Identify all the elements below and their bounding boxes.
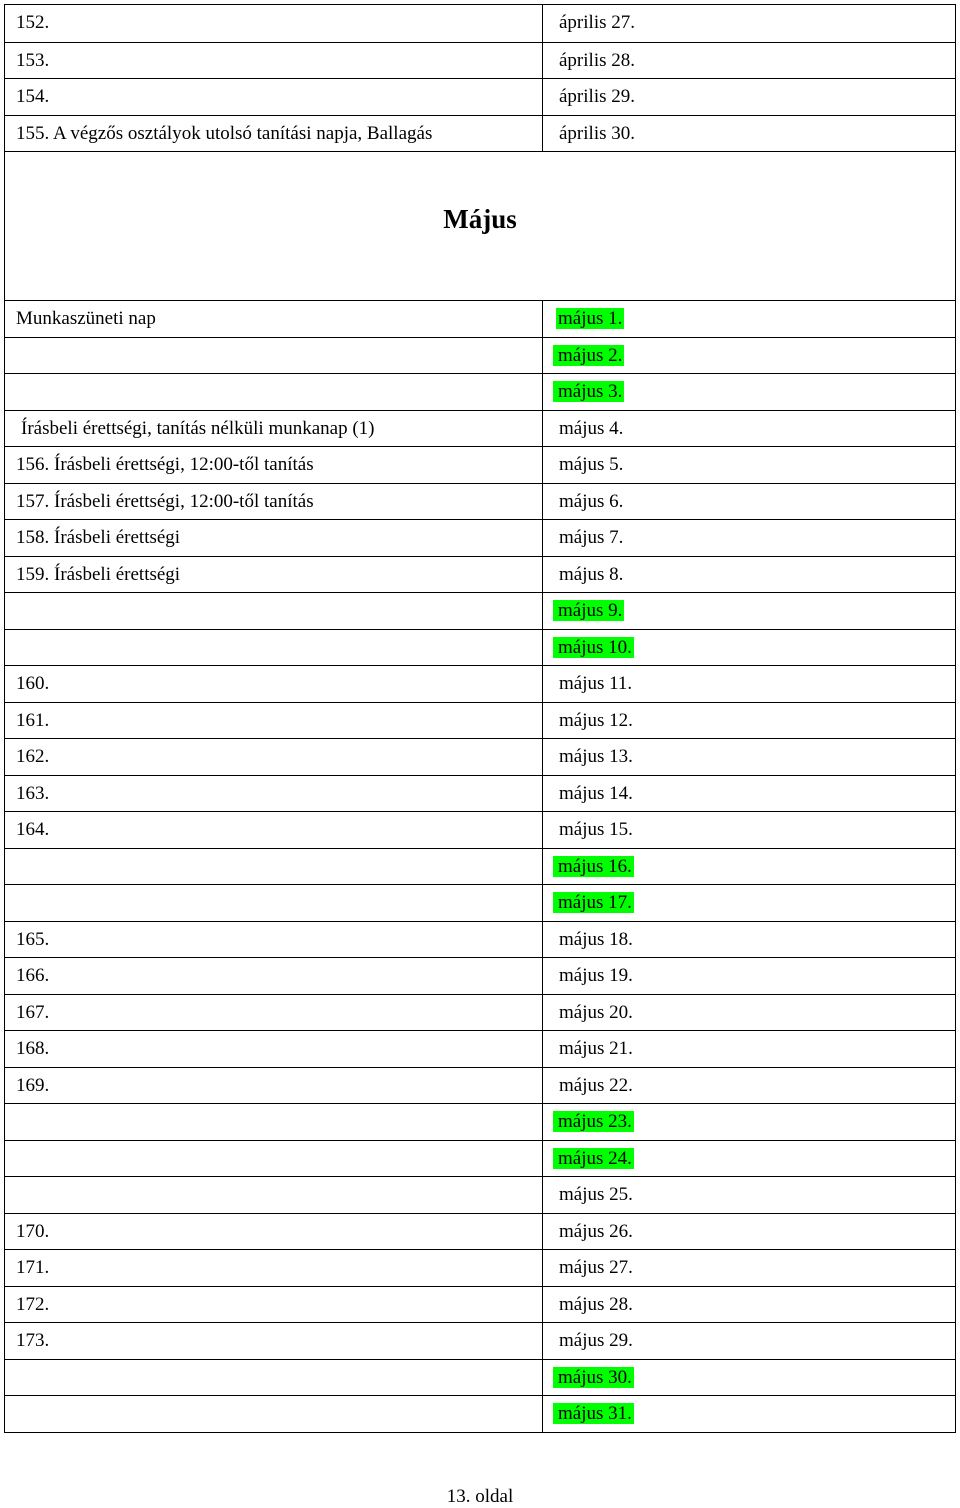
row-description: 166. bbox=[5, 958, 543, 994]
row-date-cell bbox=[543, 1360, 955, 1396]
row-date: május 18. bbox=[559, 928, 633, 950]
row-description: 161. bbox=[5, 703, 543, 739]
row-description bbox=[5, 1177, 543, 1213]
row-date-cell bbox=[543, 958, 955, 994]
row-date: május 5. bbox=[559, 454, 624, 475]
row-date: április 27. bbox=[559, 12, 635, 33]
row-date-cell bbox=[543, 922, 955, 958]
page-number: 13. oldal bbox=[446, 1486, 514, 1507]
table-row bbox=[5, 1213, 955, 1250]
row-date-cell bbox=[543, 1177, 955, 1213]
row-description: 160. bbox=[5, 666, 543, 702]
table-row bbox=[5, 337, 955, 374]
row-date-cell bbox=[543, 43, 955, 79]
row-date: május 25. bbox=[559, 1184, 633, 1205]
row-description: 164. bbox=[5, 812, 543, 848]
table-row bbox=[5, 702, 955, 739]
table-row bbox=[5, 1030, 955, 1067]
table-row bbox=[5, 42, 955, 79]
row-description bbox=[5, 1104, 543, 1140]
row-date-cell bbox=[543, 995, 955, 1031]
table-row bbox=[5, 556, 955, 593]
row-description bbox=[5, 593, 543, 629]
table-row bbox=[5, 446, 955, 483]
row-date-highlighted: május 10. bbox=[553, 637, 634, 658]
row-date-cell bbox=[543, 1287, 955, 1323]
row-date: május 19. bbox=[559, 965, 633, 986]
row-date-cell bbox=[543, 1031, 955, 1067]
row-date-cell bbox=[543, 338, 955, 374]
row-date: április 28. bbox=[559, 49, 635, 71]
row-description: 155. A végzős osztályok utolsó tanítási napja, Ballagás bbox=[5, 116, 543, 152]
row-date-cell bbox=[543, 374, 955, 410]
table-row bbox=[5, 1103, 955, 1140]
month-header-row bbox=[5, 151, 955, 300]
row-date: április 29. bbox=[559, 86, 635, 107]
table-row bbox=[5, 300, 955, 337]
row-date-cell bbox=[543, 630, 955, 666]
row-date-cell bbox=[543, 849, 955, 885]
table-row bbox=[5, 483, 955, 520]
row-date: május 26. bbox=[559, 1220, 633, 1242]
table-row bbox=[5, 1067, 955, 1104]
row-date: május 11. bbox=[559, 673, 633, 694]
table-row bbox=[5, 592, 955, 629]
row-description: 170. bbox=[5, 1214, 543, 1250]
row-description: 162. bbox=[5, 739, 543, 775]
row-description: 165. bbox=[5, 922, 543, 958]
may-rows bbox=[5, 300, 955, 1432]
row-description: 159. Írásbeli érettségi bbox=[5, 557, 543, 593]
row-date-cell bbox=[543, 1214, 955, 1250]
row-date-highlighted: május 17. bbox=[553, 892, 634, 913]
row-description: 167. bbox=[5, 995, 543, 1031]
row-description: 152. bbox=[5, 5, 543, 42]
row-date-cell bbox=[543, 1104, 955, 1140]
table-row bbox=[5, 1286, 955, 1323]
row-date-cell bbox=[543, 116, 955, 152]
table-row bbox=[5, 115, 955, 152]
row-description bbox=[5, 885, 543, 921]
row-description bbox=[5, 1360, 543, 1396]
table-row bbox=[5, 775, 955, 812]
row-description: 158. Írásbeli érettségi bbox=[5, 520, 543, 556]
table-row bbox=[5, 811, 955, 848]
table-row bbox=[5, 410, 955, 447]
april-rows bbox=[5, 5, 955, 151]
table-row bbox=[5, 78, 955, 115]
row-description: 173. bbox=[5, 1323, 543, 1359]
row-date-highlighted: május 3. bbox=[553, 381, 624, 402]
row-description bbox=[5, 849, 543, 885]
table-row bbox=[5, 519, 955, 556]
row-description: 168. bbox=[5, 1031, 543, 1067]
table-row bbox=[5, 1322, 955, 1359]
row-date: május 6. bbox=[559, 490, 624, 512]
row-date: május 21. bbox=[559, 1038, 633, 1059]
row-description: 154. bbox=[5, 79, 543, 115]
row-date: május 4. bbox=[559, 417, 624, 439]
row-date-cell bbox=[543, 666, 955, 702]
month-title: Május bbox=[443, 203, 517, 234]
table-row bbox=[5, 994, 955, 1031]
row-date: május 14. bbox=[559, 782, 633, 804]
row-date-cell bbox=[543, 1141, 955, 1177]
row-description: Munkaszüneti nap bbox=[5, 301, 543, 337]
row-date-cell bbox=[543, 411, 955, 447]
row-date-cell bbox=[543, 557, 955, 593]
row-date-cell bbox=[543, 739, 955, 775]
row-date-cell bbox=[543, 484, 955, 520]
row-date-cell bbox=[543, 885, 955, 921]
row-date-cell bbox=[543, 1396, 955, 1432]
calendar-table bbox=[4, 4, 956, 1433]
table-row bbox=[5, 738, 955, 775]
row-description: 163. bbox=[5, 776, 543, 812]
row-date-highlighted: május 24. bbox=[553, 1148, 634, 1169]
row-date: május 28. bbox=[559, 1293, 633, 1315]
row-date-cell bbox=[543, 776, 955, 812]
table-row bbox=[5, 373, 955, 410]
row-date: április 30. bbox=[559, 122, 635, 144]
row-date-cell bbox=[543, 593, 955, 629]
row-date-highlighted: május 23. bbox=[553, 1111, 634, 1132]
table-row bbox=[5, 665, 955, 702]
row-date-highlighted: május 1. bbox=[558, 308, 623, 329]
table-row bbox=[5, 921, 955, 958]
row-date: május 7. bbox=[559, 527, 624, 548]
row-date: május 13. bbox=[559, 746, 633, 767]
row-date-cell bbox=[543, 812, 955, 848]
row-date-cell bbox=[543, 5, 955, 42]
row-date-cell bbox=[543, 1250, 955, 1286]
row-date-highlighted: május 30. bbox=[553, 1367, 634, 1388]
row-date-cell bbox=[543, 1068, 955, 1104]
row-description bbox=[5, 1396, 543, 1432]
row-date-cell bbox=[543, 447, 955, 483]
row-description: Írásbeli érettségi, tanítás nélküli munkanap (1) bbox=[5, 411, 543, 447]
row-description: 169. bbox=[5, 1068, 543, 1104]
row-date-highlighted: május 31. bbox=[553, 1403, 634, 1424]
row-description: 153. bbox=[5, 43, 543, 79]
row-date-cell bbox=[543, 1323, 955, 1359]
table-row bbox=[5, 1176, 955, 1213]
row-date: május 20. bbox=[559, 1001, 633, 1023]
row-date: május 15. bbox=[559, 819, 633, 840]
table-row bbox=[5, 1359, 955, 1396]
row-description bbox=[5, 630, 543, 666]
row-date-cell bbox=[543, 79, 955, 115]
row-date: május 12. bbox=[559, 709, 633, 731]
table-row bbox=[5, 1140, 955, 1177]
table-row bbox=[5, 5, 955, 42]
row-date: május 22. bbox=[559, 1074, 633, 1096]
row-date: május 27. bbox=[559, 1257, 633, 1278]
table-row bbox=[5, 1249, 955, 1286]
row-description bbox=[5, 374, 543, 410]
row-date-cell bbox=[543, 520, 955, 556]
row-description bbox=[5, 338, 543, 374]
row-description: 156. Írásbeli érettségi, 12:00-től tanítás bbox=[5, 447, 543, 483]
row-date-highlighted: május 9. bbox=[553, 600, 624, 621]
table-row bbox=[5, 957, 955, 994]
table-row bbox=[5, 884, 955, 921]
table-row bbox=[5, 1395, 955, 1432]
row-date-cell bbox=[543, 703, 955, 739]
row-date-highlighted: május 2. bbox=[553, 345, 624, 366]
row-date-cell bbox=[543, 301, 955, 337]
row-description bbox=[5, 1141, 543, 1177]
row-description: 157. Írásbeli érettségi, 12:00-től tanítás bbox=[5, 484, 543, 520]
row-description: 171. bbox=[5, 1250, 543, 1286]
row-date-highlighted: május 16. bbox=[553, 856, 634, 877]
row-date: május 29. bbox=[559, 1330, 633, 1351]
row-date: május 8. bbox=[559, 563, 624, 585]
table-row bbox=[5, 848, 955, 885]
table-row bbox=[5, 629, 955, 666]
row-description: 172. bbox=[5, 1287, 543, 1323]
